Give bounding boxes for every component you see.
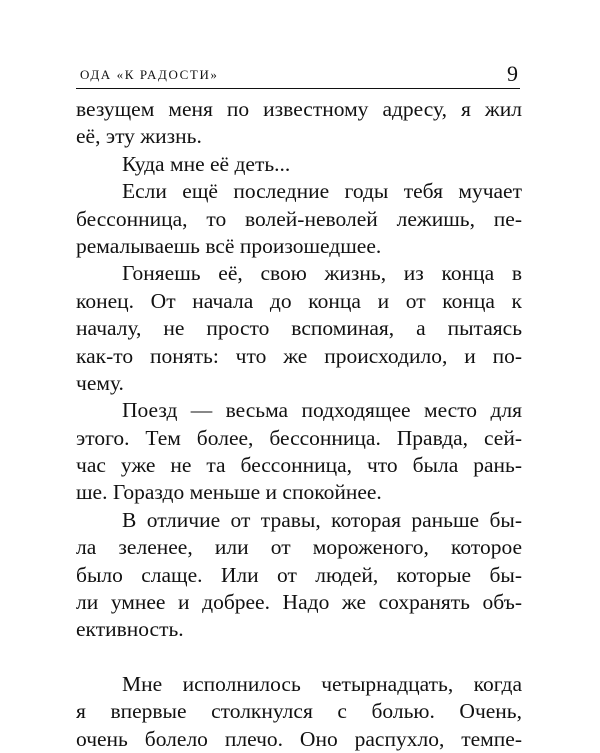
text-line: ективность.: [76, 617, 184, 642]
text-line: Гоняешь её, свою жизнь, из конца в: [122, 261, 522, 286]
header-rule: [76, 88, 520, 89]
text-line: очень болело плечо. Оно распухло, темпе-: [76, 726, 522, 751]
text-line: ремалываешь всё произошедшее.: [76, 233, 382, 258]
text-line: как-то понять: что же происходило, и по-: [76, 343, 522, 368]
text-line: началу, не просто вспоминая, а пытаясь: [76, 316, 522, 341]
text-line: чему.: [76, 370, 124, 395]
text-line: час уже не та бессонница, что была рань-: [76, 453, 522, 478]
paragraph: [76, 96, 522, 151]
body-text: [76, 96, 522, 753]
text-line: ли умнее и добрее. Надо же сохранять объ-: [76, 590, 522, 615]
paragraph: [76, 671, 522, 753]
page-number: 9: [507, 61, 518, 86]
running-title: ОДА «К РАДОСТИ»: [80, 67, 219, 82]
text-line: ше. Гораздо меньше и спокойнее.: [76, 480, 382, 505]
text-line: конец. От начала до конца и от конца к: [76, 288, 522, 313]
text-line: везущем меня по известному адресу, я жил: [76, 97, 522, 121]
paragraph: [76, 178, 522, 260]
text-line: Мне исполнилось четырнадцать, когда: [122, 671, 522, 696]
paragraph: [76, 151, 522, 178]
paragraph: [76, 260, 522, 397]
text-line: ла зеленее, или от мороженого, которое: [76, 535, 522, 560]
running-header: [76, 61, 520, 89]
paragraph: [76, 507, 522, 644]
text-line: Куда мне её деть...: [122, 151, 291, 176]
text-line: её, эту жизнь.: [76, 124, 202, 149]
text-line: Поезд — весьма подходящее место для: [122, 398, 522, 423]
text-line: В отличие от травы, которая раньше бы-: [122, 507, 522, 532]
text-line: бессонница, то волей-неволей лежишь, пе-: [76, 206, 522, 231]
paragraph: [76, 397, 522, 507]
text-line: было слаще. Или от людей, которые бы-: [76, 562, 522, 587]
text-line: Если ещё последние годы тебя мучает: [122, 179, 522, 204]
text-line: этого. Тем более, бессонница. Правда, сей-: [76, 425, 522, 450]
section-break: [76, 644, 522, 671]
text-line: я впервые столкнулся с болью. Очень,: [76, 699, 522, 724]
